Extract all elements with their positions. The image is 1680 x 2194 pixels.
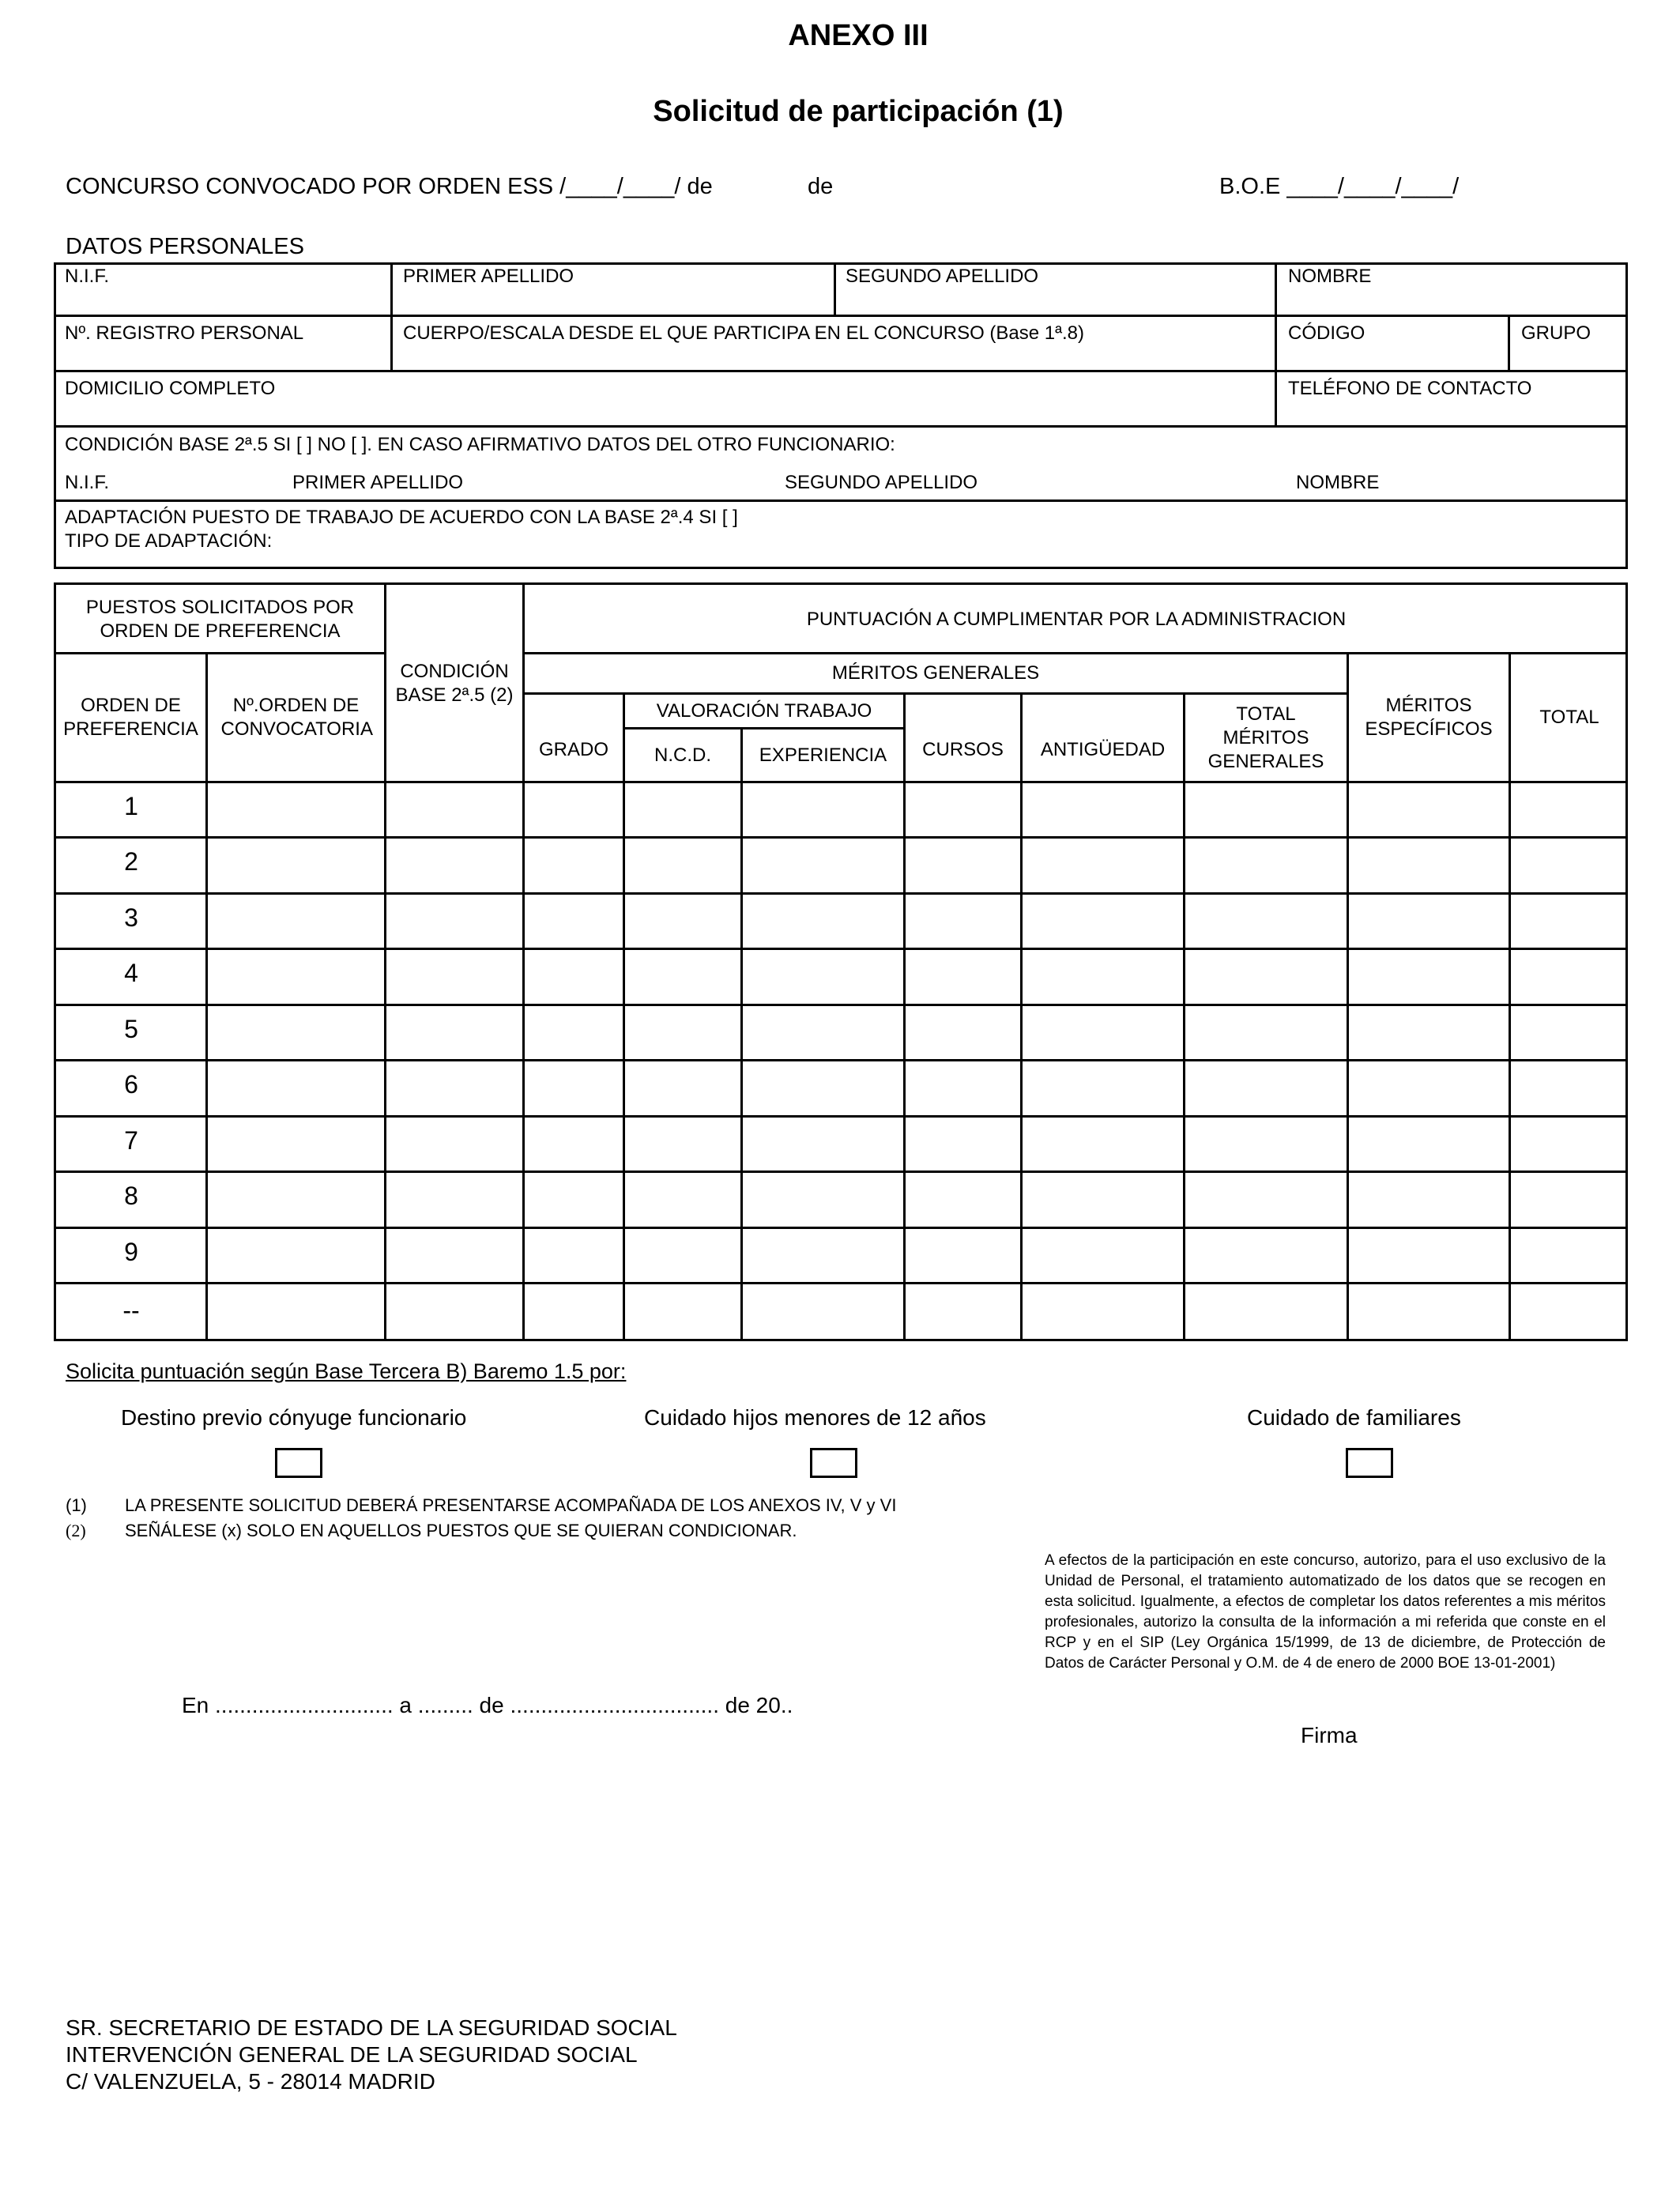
data-protection-text: A efectos de la participación en este concurso, autorizo, para el uso exclusivo de la Unidad de Personal, el tratamiento automatizado de los datos que se recogen en esta solicitud. Igualmente, a efectos de completar los datos referentes a mis méritos profesionales, autorizo la consulta de la información a mi referida que conste en el RCP y en el SIP (Ley Orgánica 15/1999, de 13 de diciembre, de Protección de Datos de Carácter Personal y O.M. de 4 de enero de 2000 BOE 13-01-2001) bbox=[1045, 1552, 1606, 1672]
address-line-3: C/ VALENZUELA, 5 - 28014 MADRID bbox=[66, 2069, 435, 2094]
concurso-line: CONCURSO CONVOCADO POR ORDEN ESS /____/____/ de bbox=[66, 174, 713, 199]
row-number: 2 bbox=[124, 847, 138, 876]
tipo-adaptacion-label: TIPO DE ADAPTACIÓN: bbox=[65, 530, 273, 552]
boe-line: B.O.E ____/____/____/ bbox=[1219, 174, 1460, 199]
familiares-label: Cuidado de familiares bbox=[1247, 1405, 1461, 1430]
orden-convocatoria-header: Nº.ORDEN DE CONVOCATORIA bbox=[220, 695, 373, 740]
solicita-puntuacion: Solicita puntuación según Base Tercera B) Baremo 1.5 por: bbox=[66, 1359, 627, 1383]
address-line-1: SR. SECRETARIO DE ESTADO DE LA SEGURIDAD SOCIAL bbox=[66, 2015, 677, 2040]
row-number: 3 bbox=[124, 903, 138, 932]
antiguedad-header: ANTIGÜEDAD bbox=[1040, 738, 1166, 760]
adaptacion-label: ADAPTACIÓN PUESTO DE TRABAJO DE ACUERDO CON LA BASE 2ª.4 SI [ ] bbox=[65, 507, 738, 528]
ncd-header: N.C.D. bbox=[654, 744, 711, 766]
primer-apellido2-label: PRIMER APELLIDO bbox=[292, 472, 464, 493]
note-1-number: (1) bbox=[66, 1495, 87, 1515]
registro-label: Nº. REGISTRO PERSONAL bbox=[65, 322, 304, 344]
row-number: 8 bbox=[124, 1182, 138, 1210]
grupo-label: GRUPO bbox=[1521, 322, 1591, 344]
orden-preferencia-header: ORDEN DE PREFERENCIA bbox=[63, 695, 198, 740]
section-datos-personales: DATOS PERSONALES bbox=[66, 234, 304, 259]
total-meritos-header: TOTAL MÉRITOS GENERALES bbox=[1207, 703, 1324, 772]
puestos-solicitados-header: PUESTOS SOLICITADOS POR ORDEN DE PREFERENCIA bbox=[85, 596, 355, 642]
hijos-label: Cuidado hijos menores de 12 años bbox=[644, 1405, 986, 1430]
experiencia-header: EXPERIENCIA bbox=[759, 744, 887, 766]
cuerpo-label: CUERPO/ESCALA DESDE EL QUE PARTICIPA EN EL CONCURSO (Base 1ª.8) bbox=[403, 322, 1085, 344]
meritos-especificos-header: MÉRITOS ESPECÍFICOS bbox=[1365, 695, 1493, 740]
segundo-apellido-label: SEGUNDO APELLIDO bbox=[846, 266, 1039, 287]
note-2-number: (2) bbox=[66, 1521, 86, 1540]
codigo-label: CÓDIGO bbox=[1288, 322, 1365, 344]
meritos-generales-header: MÉRITOS GENERALES bbox=[831, 662, 1040, 684]
row-number: 4 bbox=[124, 959, 138, 987]
row-number: 7 bbox=[124, 1126, 138, 1155]
condicion-label: CONDICIÓN BASE 2ª.5 SI [ ] NO [ ]. EN CASO AFIRMATIVO DATOS DEL OTRO FUNCIONARIO: bbox=[65, 434, 895, 455]
annex-title: ANEXO III bbox=[788, 19, 929, 52]
note-1-text: LA PRESENTE SOLICITUD DEBERÁ PRESENTARSE ACOMPAÑADA DE LOS ANEXOS IV, V y VI bbox=[125, 1495, 897, 1515]
row-number: 6 bbox=[124, 1070, 138, 1099]
condicion-base-header: CONDICIÓN BASE 2ª.5 (2) bbox=[395, 661, 514, 706]
note-2-text: SEÑÁLESE (x) SOLO EN AQUELLOS PUESTOS QUE SE QUIERAN CONDICIONAR. bbox=[125, 1521, 797, 1540]
row-number: 5 bbox=[124, 1015, 138, 1043]
conyuge-checkbox[interactable] bbox=[275, 1448, 322, 1478]
telefono-label: TELÉFONO DE CONTACTO bbox=[1288, 378, 1532, 399]
form-title: Solicitud de participación (1) bbox=[653, 95, 1064, 128]
nif2-label: N.I.F. bbox=[65, 472, 110, 493]
total-header: TOTAL bbox=[1539, 707, 1599, 728]
valoracion-trabajo-header: VALORACIÓN TRABAJO bbox=[656, 699, 872, 722]
segundo-apellido2-label: SEGUNDO APELLIDO bbox=[785, 472, 978, 493]
puntuacion-header: PUNTUACIÓN A CUMPLIMENTAR POR LA ADMINISTRACION bbox=[806, 608, 1347, 630]
primer-apellido-label: PRIMER APELLIDO bbox=[403, 266, 574, 287]
row-number: -- bbox=[122, 1296, 140, 1325]
lugar-fecha: En ............................. a ......... de .................................. de 20.. bbox=[182, 1693, 793, 1717]
grado-header: GRADO bbox=[538, 738, 608, 760]
cursos-header: CURSOS bbox=[922, 738, 1004, 760]
concurso-de: de bbox=[808, 174, 834, 199]
hijos-checkbox[interactable] bbox=[810, 1448, 857, 1478]
conyuge-label: Destino previo cónyuge funcionario bbox=[121, 1405, 467, 1430]
familiares-checkbox[interactable] bbox=[1346, 1448, 1393, 1478]
row-number: 9 bbox=[124, 1238, 138, 1266]
address-line-2: INTERVENCIÓN GENERAL DE LA SEGURIDAD SOCIAL bbox=[66, 2042, 638, 2067]
nombre-label: NOMBRE bbox=[1288, 266, 1372, 287]
nombre2-label: NOMBRE bbox=[1296, 472, 1380, 493]
nif-label: N.I.F. bbox=[65, 266, 110, 287]
domicilio-label: DOMICILIO COMPLETO bbox=[65, 378, 276, 399]
row-number: 1 bbox=[124, 792, 138, 820]
firma-label: Firma bbox=[1301, 1723, 1358, 1747]
